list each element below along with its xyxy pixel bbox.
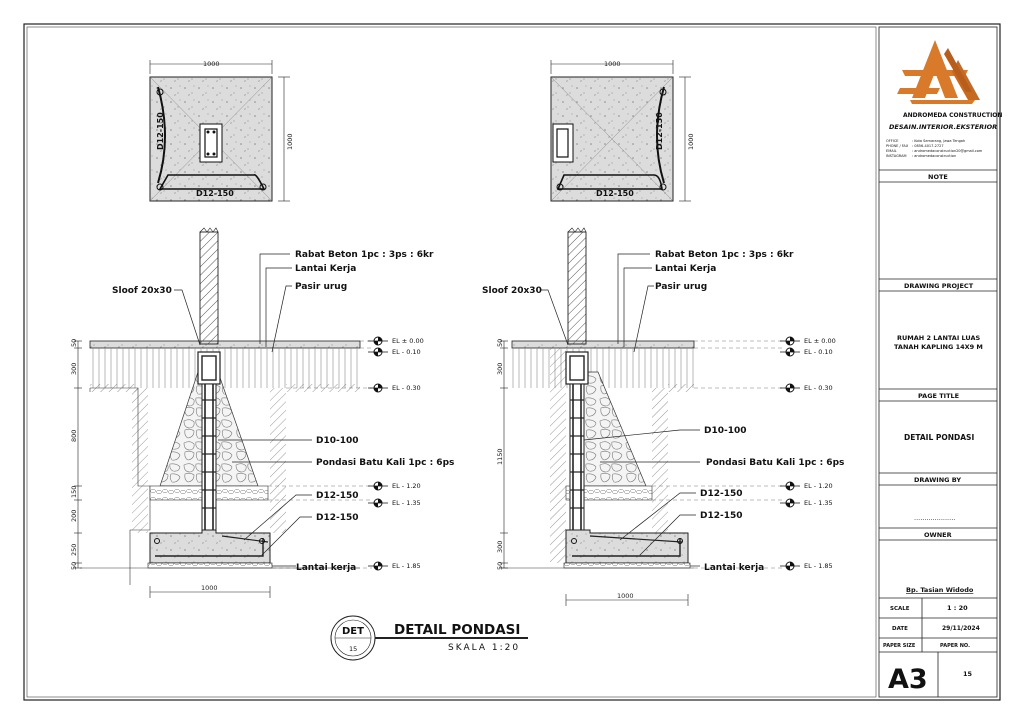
elev-label-left-4: EL - 1.35 [392, 499, 421, 507]
elev-label-left-0: EL ± 0.00 [392, 337, 424, 345]
dim-right-0: 50 [496, 338, 504, 347]
elev-symbol [368, 482, 388, 490]
paper-size-value: A3 [888, 664, 928, 695]
label-lantai-kerja-top-left: Lantai Kerja [295, 264, 357, 274]
paper-no-value: 15 [963, 670, 973, 678]
dim-left-6: 50 [70, 561, 78, 570]
elev-label-left-1: EL - 0.10 [392, 348, 421, 356]
dim-left-5: 250 [70, 543, 78, 556]
elev-label-right-2: EL - 0.30 [804, 384, 833, 392]
contact-val-1: : 0856-4017-2727 [912, 144, 944, 148]
plan-view-right [551, 60, 695, 201]
label-d12a-right: D12-150 [700, 489, 743, 499]
drawing-by-value: .................... [914, 514, 956, 522]
label-pasir-right: Pasir urug [655, 282, 708, 292]
label-batu-kali-right: Pondasi Batu Kali 1pc : 6ps [706, 458, 845, 468]
page-title-label: PAGE TITLE [918, 392, 960, 400]
label-lantai-kerja-bottom-right: Lantai kerja [704, 563, 765, 573]
bottom-dim-right: 1000 [617, 592, 634, 600]
contact-key-3: INSTAGRAM [886, 154, 907, 158]
elev-symbol [780, 499, 800, 507]
paper-no-label: PAPER NO. [940, 643, 970, 649]
label-batu-kali-left: Pondasi Batu Kali 1pc : 6ps [316, 458, 455, 468]
title-tag: DET [342, 626, 364, 637]
plan-view-left [150, 60, 294, 201]
label-d12b-left: D12-150 [316, 513, 359, 523]
section-view-right [482, 228, 844, 606]
drawing-title [331, 616, 528, 660]
company-logo-icon [897, 40, 980, 104]
contact-val-2: : andromedaconstruction20@gmail.com [912, 149, 983, 153]
elev-label-left-2: EL - 0.30 [392, 384, 421, 392]
contact-key-1: PHONE / FAX [886, 144, 909, 148]
dim-left-3: 150 [70, 485, 78, 498]
note-label: NOTE [928, 173, 948, 181]
title-num: 15 [349, 645, 358, 653]
dim-right-1: 300 [496, 362, 504, 375]
contact-key-2: EMAIL [886, 149, 897, 153]
scale-value: 1 : 20 [947, 604, 968, 612]
elev-symbol [368, 348, 388, 356]
bottom-dim-left: 1000 [201, 584, 218, 592]
label-d12b-right: D12-150 [700, 511, 743, 521]
elev-label-left-3: EL - 1.20 [392, 482, 421, 490]
rebar-label-vertical-right: D12-150 [655, 112, 664, 150]
label-d10-left: D10-100 [316, 436, 359, 446]
elev-symbol [368, 562, 388, 570]
dim-left-1: 300 [70, 362, 78, 375]
label-d10-right: D10-100 [704, 426, 747, 436]
elev-label-right-0: EL ± 0.00 [804, 337, 836, 345]
elev-label-right-3: EL - 1.20 [804, 482, 833, 490]
elev-label-right-4: EL - 1.35 [804, 499, 833, 507]
drawing-by-label: DRAWING BY [914, 476, 962, 484]
paper-size-label: PAPER SIZE [883, 643, 916, 649]
label-sloof-right: Sloof 20x30 [482, 286, 542, 296]
elev-symbol [780, 348, 800, 356]
plan-width-dim: 1000 [203, 60, 220, 68]
rebar-label-horizontal-right: D12-150 [596, 189, 634, 198]
plan-width-dim-right: 1000 [604, 60, 621, 68]
title-block [879, 27, 1002, 697]
section-view-left [70, 228, 454, 598]
date-value: 29/11/2024 [942, 625, 980, 632]
project-line2: TANAH KAPLING 14X9 M [894, 343, 983, 351]
label-rabat-right: Rabat Beton 1pc : 3ps : 6kr [655, 250, 794, 260]
contact-val-3: : andromedaconstruction [912, 154, 957, 158]
label-lantai-kerja-bottom-left: Lantai kerja [296, 563, 357, 573]
title-sub: SKALA 1:20 [448, 643, 521, 653]
contact-key-0: OFFICE [886, 139, 899, 143]
company-tagline: DESAIN.INTERIOR.EKSTERIOR [889, 123, 998, 131]
dim-left-2: 800 [70, 429, 78, 442]
date-label: DATE [892, 626, 908, 632]
elev-symbol [780, 562, 800, 570]
elev-symbol [780, 337, 800, 345]
dim-right-4: 50 [496, 561, 504, 570]
plan-height-dim-right: 1000 [687, 133, 695, 150]
elev-symbol [368, 499, 388, 507]
label-lantai-kerja-top-right: Lantai Kerja [655, 264, 717, 274]
dim-right-2: 1150 [496, 448, 504, 465]
elev-symbol [780, 482, 800, 490]
elev-symbol [368, 337, 388, 345]
rebar-label-horizontal: D12-150 [196, 189, 234, 198]
owner-label: OWNER [924, 531, 952, 539]
elev-symbol [780, 384, 800, 392]
project-line1: RUMAH 2 LANTAI LUAS [897, 334, 981, 342]
owner-value: Bp. Tasian Widodo [906, 586, 974, 594]
label-pasir-left: Pasir urug [295, 282, 348, 292]
plan-height-dim: 1000 [286, 133, 294, 150]
company-name: ANDROMEDA CONSTRUCTION [903, 112, 1003, 119]
elev-symbol [368, 384, 388, 392]
dim-left-4: 200 [70, 509, 78, 522]
scale-label: SCALE [890, 606, 910, 612]
dim-right-3: 300 [496, 540, 504, 553]
title-main: DETAIL PONDASI [394, 622, 521, 638]
elev-label-right-5: EL - 1.85 [804, 562, 833, 570]
rebar-label-vertical: D12-150 [156, 112, 165, 150]
dim-left-0: 50 [70, 338, 78, 347]
page-title-value: DETAIL PONDASI [904, 433, 975, 442]
label-sloof-left: Sloof 20x30 [112, 286, 172, 296]
label-rabat-left: Rabat Beton 1pc : 3ps : 6kr [295, 250, 434, 260]
elev-label-left-5: EL - 1.85 [392, 562, 421, 570]
project-label: DRAWING PROJECT [904, 282, 974, 290]
elev-label-right-1: EL - 0.10 [804, 348, 833, 356]
contact-val-0: : Kota Semarang, Jawa Tengah [912, 139, 966, 143]
label-d12a-left: D12-150 [316, 491, 359, 501]
